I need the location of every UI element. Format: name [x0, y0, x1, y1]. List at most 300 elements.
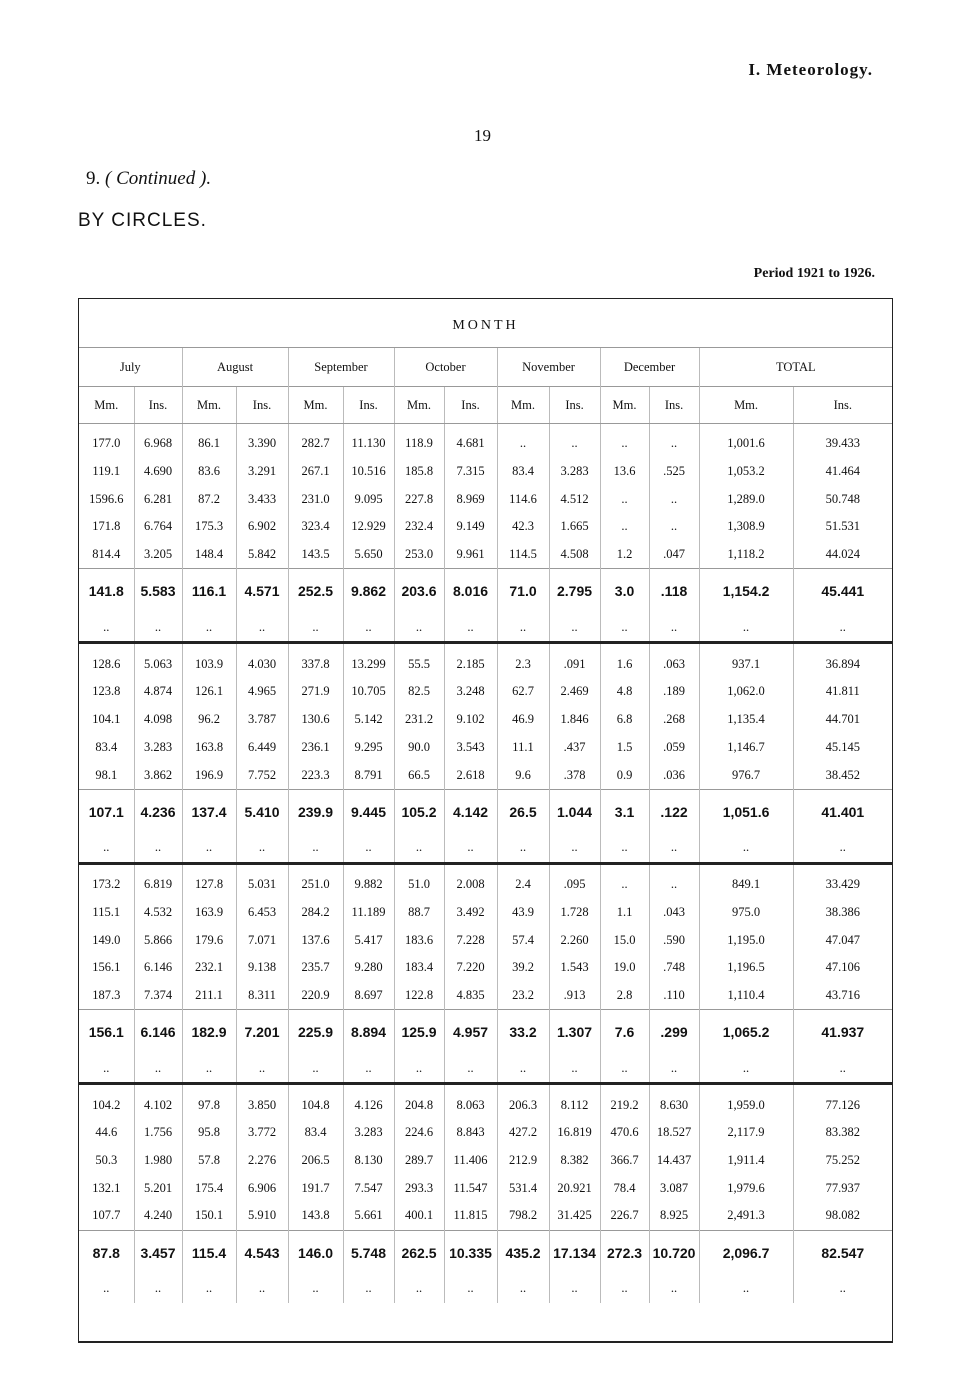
table-cell: 8.112 [549, 1084, 600, 1119]
table-cell: 8.130 [343, 1147, 394, 1175]
mean-row [79, 789, 892, 834]
table-cell: 47.106 [793, 954, 892, 982]
table-cell: 9.961 [444, 541, 497, 569]
table-cell: 1.980 [134, 1147, 182, 1175]
table-cell: 2.8 [600, 982, 649, 1010]
unit-header: Mm. [288, 387, 343, 424]
placeholder-cell: .. [394, 1054, 444, 1084]
table-cell: 130.6 [288, 706, 343, 734]
table-cell: 3.850 [236, 1084, 288, 1119]
table-cell: 8.063 [444, 1084, 497, 1119]
mean-row [79, 1010, 892, 1055]
placeholder-cell: .. [793, 613, 892, 643]
table-cell: 236.1 [288, 734, 343, 762]
mean-cell: 272.3 [600, 1230, 649, 1275]
mean-cell: 4.142 [444, 789, 497, 834]
mean-cell: 435.2 [497, 1230, 549, 1275]
table-cell: 1,289.0 [699, 485, 793, 513]
table-cell: 16.819 [549, 1119, 600, 1147]
placeholder-cell: .. [649, 1054, 699, 1084]
mean-cell: 87.8 [79, 1230, 134, 1275]
table-cell: 132.1 [92, 1180, 121, 1195]
table-cell: 937.1 [699, 643, 793, 678]
table-cell: .. [649, 424, 699, 458]
table-cell: 191.7 [288, 1174, 343, 1202]
table-cell: 5.142 [343, 706, 394, 734]
table-cell: 41.464 [793, 458, 892, 486]
table-cell: 6.764 [134, 513, 182, 541]
table-cell: 39.2 [497, 954, 549, 982]
unit-header: Mm. [394, 387, 444, 424]
placeholder-cell: .. [600, 1054, 649, 1084]
mean-cell: 156.1 [79, 1010, 134, 1055]
table-cell: 1,118.2 [699, 541, 793, 569]
table-cell: 62.7 [497, 678, 549, 706]
table-cell: 1,110.4 [699, 982, 793, 1010]
table-cell: 95.8 [182, 1119, 236, 1147]
month-header-row [79, 348, 892, 387]
table-cell: 8.311 [236, 982, 288, 1010]
placeholder-cell: .. [182, 1054, 236, 1084]
mean-cell: 41.937 [793, 1010, 892, 1055]
table-row [79, 761, 892, 789]
table-cell: 400.1 [394, 1202, 444, 1230]
table-cell: .047 [649, 541, 699, 569]
table-cell: 143.5 [288, 541, 343, 569]
table-cell: 235.7 [288, 954, 343, 982]
table-cell: 8.843 [444, 1119, 497, 1147]
placeholder-cell: .. [793, 1275, 892, 1303]
table-cell: 11.189 [343, 899, 394, 927]
placeholder-cell: .. [649, 1275, 699, 1303]
table-cell: 427.2 [497, 1119, 549, 1147]
month-header: November [497, 348, 600, 387]
table-cell: 223.3 [288, 761, 343, 789]
table-row [79, 899, 892, 927]
placeholder-cell: .. [343, 834, 394, 864]
table-cell: 4.690 [134, 458, 182, 486]
table-cell: 976.7 [699, 761, 793, 789]
placeholder-cell: .. [134, 1275, 182, 1303]
table-cell: .525 [649, 458, 699, 486]
table-cell: 1,062.0 [699, 678, 793, 706]
table-cell: 8.382 [549, 1147, 600, 1175]
table-cell: 13.6 [600, 458, 649, 486]
placeholder-cell: .. [699, 1275, 793, 1303]
table-cell: 175.3 [182, 513, 236, 541]
month-header: TOTAL [699, 348, 892, 387]
section-title: I. Meteorology. [748, 60, 873, 79]
table-cell: 1,959.0 [699, 1084, 793, 1119]
placeholder-cell: .. [79, 834, 134, 864]
mean-cell: 4.571 [236, 569, 288, 614]
table-cell: .. [600, 863, 649, 898]
mean-cell: 262.5 [394, 1230, 444, 1275]
mean-cell: 5.748 [343, 1230, 394, 1275]
table-cell: 179.6 [182, 926, 236, 954]
table-cell: 5.842 [236, 541, 288, 569]
table-cell: 9.149 [444, 513, 497, 541]
table-cell: 183.4 [394, 954, 444, 982]
placeholder-cell: .. [699, 1054, 793, 1084]
table-cell: 2.185 [444, 643, 497, 678]
table-cell: 115.1 [92, 904, 121, 919]
table-row [79, 643, 892, 678]
table-cell: 6.968 [134, 424, 182, 458]
table-cell: 1.543 [549, 954, 600, 982]
table-row [79, 541, 892, 569]
table-cell: 3.087 [649, 1174, 699, 1202]
table-cell: 5.063 [134, 643, 182, 678]
table-cell: 267.1 [288, 458, 343, 486]
table-cell: .590 [649, 926, 699, 954]
placeholder-cell: .. [497, 1054, 549, 1084]
table-cell: .. [600, 424, 649, 458]
table-cell: 83.6 [182, 458, 236, 486]
placeholder-cell: .. [497, 1275, 549, 1303]
mean-cell: 71.0 [497, 569, 549, 614]
table-cell: 1.1 [600, 899, 649, 927]
table-cell: 4.098 [134, 706, 182, 734]
table-cell: 231.2 [394, 706, 444, 734]
table-cell: 7.547 [343, 1174, 394, 1202]
table-row [79, 706, 892, 734]
table-cell: 1.6 [600, 643, 649, 678]
table-cell: 156.1 [92, 960, 121, 975]
placeholder-cell: .. [182, 834, 236, 864]
mean-cell: 125.9 [394, 1010, 444, 1055]
table-row [79, 1202, 892, 1230]
table-cell: 1,979.6 [699, 1174, 793, 1202]
table-cell: 0.9 [600, 761, 649, 789]
table-cell: 11.815 [444, 1202, 497, 1230]
table-cell: 227.8 [394, 485, 444, 513]
subtitle: BY CIRCLES. [78, 210, 207, 231]
table-cell: 38.452 [793, 761, 892, 789]
table-cell: 143.8 [288, 1202, 343, 1230]
placeholder-cell: .. [134, 1054, 182, 1084]
placeholder-cell: .. [549, 834, 600, 864]
table-cell: 293.3 [394, 1174, 444, 1202]
table-cell: 8.630 [649, 1084, 699, 1119]
mean-cell: 4.957 [444, 1010, 497, 1055]
placeholder-cell: .. [288, 1054, 343, 1084]
mean-cell: 9.445 [343, 789, 394, 834]
placeholder-row [79, 834, 892, 864]
table-cell: 5.866 [134, 926, 182, 954]
table-cell: 2,491.3 [699, 1202, 793, 1230]
table-cell: 2.008 [444, 863, 497, 898]
table-cell: 44.6 [95, 1125, 118, 1140]
mean-cell: 116.1 [182, 569, 236, 614]
table-row [79, 1174, 892, 1202]
table-cell: 123.8 [92, 684, 121, 699]
table-cell: 148.4 [182, 541, 236, 569]
table-cell: 8.969 [444, 485, 497, 513]
table-cell: 219.2 [600, 1084, 649, 1119]
table-cell: 6.449 [236, 734, 288, 762]
table-cell: .110 [649, 982, 699, 1010]
table-cell: 3.390 [236, 424, 288, 458]
unit-header: Mm. [699, 387, 793, 424]
table-cell: 55.5 [394, 643, 444, 678]
table-cell: .. [649, 513, 699, 541]
unit-header: Ins. [343, 387, 394, 424]
table-cell: .059 [649, 734, 699, 762]
table-cell: 975.0 [699, 899, 793, 927]
table-cell: 77.937 [793, 1174, 892, 1202]
table-row [79, 954, 892, 982]
table-cell: 4.874 [134, 678, 182, 706]
table-cell: 13.299 [343, 643, 394, 678]
mean-cell: 1,051.6 [699, 789, 793, 834]
mean-cell: 107.1 [79, 789, 134, 834]
table-cell: 19.0 [600, 954, 649, 982]
table-cell: 20.921 [549, 1174, 600, 1202]
table-body [79, 424, 892, 1303]
table-cell: 798.2 [497, 1202, 549, 1230]
table-cell: 6.819 [134, 863, 182, 898]
table-cell: 3.283 [549, 458, 600, 486]
mean-cell: 203.6 [394, 569, 444, 614]
table-cell: 1,001.6 [699, 424, 793, 458]
placeholder-cell: .. [134, 834, 182, 864]
table-cell: 282.7 [288, 424, 343, 458]
placeholder-cell: .. [236, 1054, 288, 1084]
mean-cell: 8.894 [343, 1010, 394, 1055]
table-cell: 43.9 [497, 899, 549, 927]
table-cell: .437 [549, 734, 600, 762]
table-cell: 83.382 [793, 1119, 892, 1147]
table-cell: 8.697 [343, 982, 394, 1010]
table-cell: 88.7 [394, 899, 444, 927]
table-cell: 8.925 [649, 1202, 699, 1230]
mean-cell: 3.457 [134, 1230, 182, 1275]
placeholder-cell: .. [497, 834, 549, 864]
table-cell: 2.276 [236, 1147, 288, 1175]
table-cell: .. [549, 424, 600, 458]
rainfall-table [78, 298, 893, 1343]
table-cell: 31.425 [549, 1202, 600, 1230]
placeholder-cell: .. [288, 1275, 343, 1303]
table-cell: 220.9 [288, 982, 343, 1010]
table-cell: 46.9 [497, 706, 549, 734]
placeholder-row [79, 613, 892, 643]
table-cell: 3.248 [444, 678, 497, 706]
placeholder-cell: .. [288, 834, 343, 864]
table-cell: 96.2 [182, 706, 236, 734]
table-cell: 5.661 [343, 1202, 394, 1230]
table-cell: 83.4 [95, 739, 118, 754]
mean-cell: 41.401 [793, 789, 892, 834]
table-cell: 177.0 [92, 436, 121, 451]
placeholder-cell: .. [793, 834, 892, 864]
table-cell: 4.512 [549, 485, 600, 513]
mean-cell: 1.044 [549, 789, 600, 834]
table-cell: 1.2 [600, 541, 649, 569]
table-cell: 47.047 [793, 926, 892, 954]
table-cell: 83.4 [497, 458, 549, 486]
table-cell: 2.469 [549, 678, 600, 706]
placeholder-cell: .. [394, 834, 444, 864]
table-cell: 1.5 [600, 734, 649, 762]
table-cell: 6.906 [236, 1174, 288, 1202]
mean-cell: 146.0 [288, 1230, 343, 1275]
table-cell: 42.3 [497, 513, 549, 541]
month-header: December [600, 348, 699, 387]
table-row [79, 678, 892, 706]
table-cell: 57.8 [182, 1147, 236, 1175]
table-cell: 1.728 [549, 899, 600, 927]
unit-header: Ins. [549, 387, 600, 424]
mean-cell: 3.1 [600, 789, 649, 834]
table-cell: 103.9 [182, 643, 236, 678]
table-cell: 196.9 [182, 761, 236, 789]
table-cell: 50.3 [95, 1153, 118, 1168]
table-cell: 66.5 [394, 761, 444, 789]
table-cell: 137.6 [288, 926, 343, 954]
table-cell: 6.146 [134, 954, 182, 982]
table-cell: 175.4 [182, 1174, 236, 1202]
table-cell: 23.2 [497, 982, 549, 1010]
table-cell: 4.030 [236, 643, 288, 678]
month-header: August [182, 348, 288, 387]
table-cell: 86.1 [182, 424, 236, 458]
table-cell: 83.4 [288, 1119, 343, 1147]
table-cell: 43.716 [793, 982, 892, 1010]
table-cell: 8.791 [343, 761, 394, 789]
table-cell: 1,196.5 [699, 954, 793, 982]
table-cell: 5.417 [343, 926, 394, 954]
table-cell: 126.1 [182, 678, 236, 706]
table-cell: 231.0 [288, 485, 343, 513]
table-cell: 4.102 [134, 1084, 182, 1119]
mean-cell: 7.6 [600, 1010, 649, 1055]
mean-cell: 10.720 [649, 1230, 699, 1275]
table-cell: 3.787 [236, 706, 288, 734]
table-row [79, 513, 892, 541]
placeholder-cell: .. [236, 1275, 288, 1303]
table-cell: 12.929 [343, 513, 394, 541]
unit-header: Mm. [182, 387, 236, 424]
table-cell: 11.406 [444, 1147, 497, 1175]
table-cell: 1.665 [549, 513, 600, 541]
table-cell: 163.8 [182, 734, 236, 762]
placeholder-cell: .. [549, 1275, 600, 1303]
table-cell: 3.205 [134, 541, 182, 569]
table-cell: 206.5 [288, 1147, 343, 1175]
table-cell: 1,195.0 [699, 926, 793, 954]
table-cell: 114.5 [497, 541, 549, 569]
table-cell: 97.8 [182, 1084, 236, 1119]
table-cell: 11.130 [343, 424, 394, 458]
mean-cell: 141.8 [79, 569, 134, 614]
table-cell: .. [600, 485, 649, 513]
table-cell: 232.4 [394, 513, 444, 541]
placeholder-cell: .. [236, 834, 288, 864]
table-cell: 1.756 [134, 1119, 182, 1147]
table-cell: 4.965 [236, 678, 288, 706]
table-cell: 9.6 [497, 761, 549, 789]
table-cell: 253.0 [394, 541, 444, 569]
table-cell: 77.126 [793, 1084, 892, 1119]
table-cell: 187.3 [92, 987, 121, 1002]
table-row [79, 424, 892, 458]
table-cell: 171.8 [92, 519, 121, 534]
unit-header: Ins. [236, 387, 288, 424]
table-cell: 2.3 [497, 643, 549, 678]
table-row [79, 863, 892, 898]
mean-cell: 137.4 [182, 789, 236, 834]
table-cell: 45.145 [793, 734, 892, 762]
month-header: October [394, 348, 497, 387]
table-cell: 3.283 [343, 1119, 394, 1147]
table-cell: 5.910 [236, 1202, 288, 1230]
table-cell: .. [649, 485, 699, 513]
table-cell: 4.681 [444, 424, 497, 458]
data-table [79, 347, 892, 1303]
table-cell: 6.281 [134, 485, 182, 513]
table-cell: 38.386 [793, 899, 892, 927]
table-cell: .036 [649, 761, 699, 789]
table-cell: 75.252 [793, 1147, 892, 1175]
table-cell: .043 [649, 899, 699, 927]
table-cell: 128.6 [92, 656, 121, 671]
placeholder-cell: .. [649, 834, 699, 864]
table-cell: 7.071 [236, 926, 288, 954]
unit-header: Ins. [793, 387, 892, 424]
placeholder-cell: .. [394, 613, 444, 643]
placeholder-cell: .. [699, 613, 793, 643]
table-cell: 6.453 [236, 899, 288, 927]
table-cell: 183.6 [394, 926, 444, 954]
table-cell: 114.6 [497, 485, 549, 513]
month-header: September [288, 348, 394, 387]
table-cell: 814.4 [92, 547, 121, 562]
table-cell: 44.701 [793, 706, 892, 734]
table-cell: 7.374 [134, 982, 182, 1010]
period-label: Period 1921 to 1926. [753, 266, 875, 281]
mean-cell: 225.9 [288, 1010, 343, 1055]
table-row [79, 1084, 892, 1119]
placeholder-cell: .. [444, 1275, 497, 1303]
table-cell: 5.031 [236, 863, 288, 898]
table-cell: 849.1 [699, 863, 793, 898]
table-cell: 39.433 [793, 424, 892, 458]
table-cell: 2.618 [444, 761, 497, 789]
mean-cell: 1.307 [549, 1010, 600, 1055]
table-cell: 271.9 [288, 678, 343, 706]
table-cell: 14.437 [649, 1147, 699, 1175]
table-cell: 7.220 [444, 954, 497, 982]
table-cell: 98.1 [95, 767, 118, 782]
mean-cell: 6.146 [134, 1010, 182, 1055]
table-cell: 3.862 [134, 761, 182, 789]
table-cell: 9.295 [343, 734, 394, 762]
table-cell: 150.1 [182, 1202, 236, 1230]
table-cell: 51.0 [394, 863, 444, 898]
table-cell: .091 [549, 643, 600, 678]
table-cell: .748 [649, 954, 699, 982]
mean-row [79, 1230, 892, 1275]
placeholder-cell: .. [134, 613, 182, 643]
table-cell: 107.7 [92, 1208, 121, 1223]
table-cell: 51.531 [793, 513, 892, 541]
table-cell: 3.492 [444, 899, 497, 927]
table-cell: 212.9 [497, 1147, 549, 1175]
table-caption [86, 168, 211, 190]
table-cell: 1,911.4 [699, 1147, 793, 1175]
